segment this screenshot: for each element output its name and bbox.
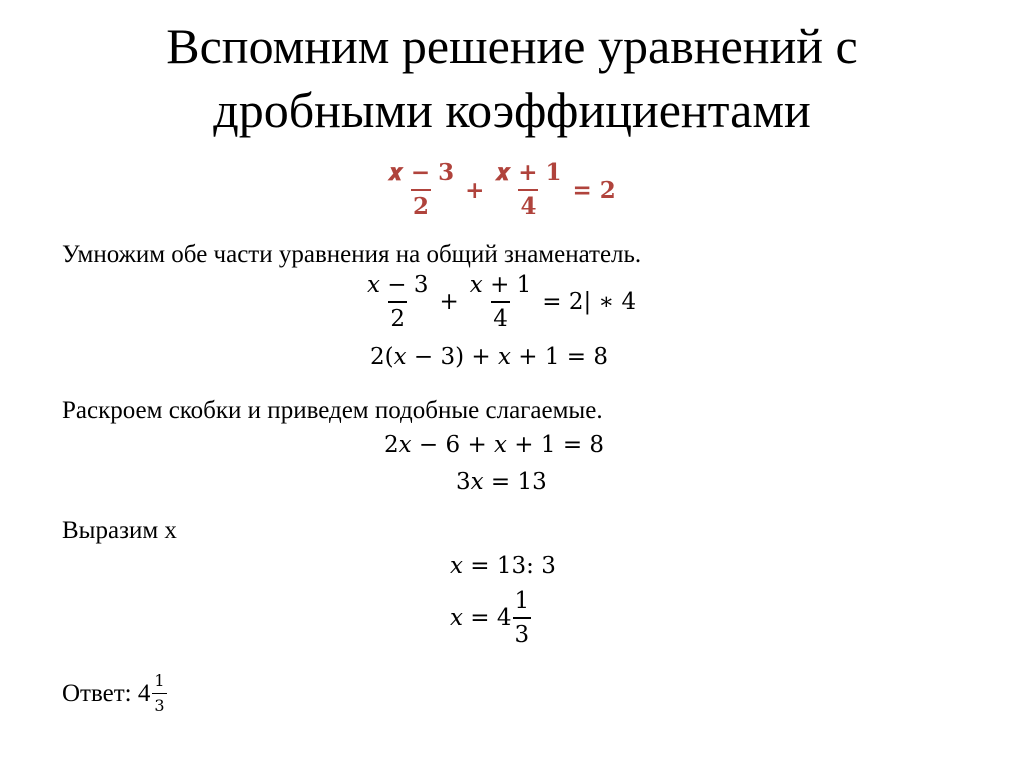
eq2-fraction-1-num: 𝑥 − 3: [367, 272, 429, 298]
main-fraction-1-var: 𝒙: [388, 159, 403, 186]
main-fraction-2-var: 𝒙: [495, 159, 511, 186]
eq7-fraction: [513, 588, 532, 648]
equation-3: 2(𝑥 − 3) + 𝑥 + 1 = 8: [370, 344, 608, 370]
slide-title-line-2: дробными коэффициентами: [213, 82, 811, 138]
answer-fraction: [152, 672, 166, 715]
slide-title: [0, 14, 1024, 142]
equation-4: 2𝑥 − 6 + 𝑥 + 1 = 8: [384, 432, 605, 458]
eq2-fraction-1: [365, 272, 431, 332]
equation-2: [362, 272, 642, 332]
main-fraction-2: [493, 160, 563, 220]
main-fraction-1-num: − 3: [410, 159, 455, 186]
answer-fraction-den: 3: [152, 693, 166, 715]
step-3-text: Выразим x: [62, 517, 177, 544]
main-plus-sign: +: [465, 176, 485, 204]
eq2-fraction-2: [468, 272, 534, 332]
main-equation: [383, 160, 622, 220]
eq7-fraction-den: 3: [513, 617, 532, 648]
answer: [62, 672, 170, 715]
main-rhs: = 2: [572, 176, 616, 204]
main-fraction-2-den: 4: [518, 189, 538, 220]
slide-title-line-1: Вспомним решение уравнений с: [166, 18, 858, 74]
answer-fraction-num: 1: [154, 671, 165, 690]
eq2-plus-sign: +: [439, 289, 459, 315]
main-fraction-2-num: + 1: [518, 159, 562, 186]
answer-label: Ответ: 4: [62, 679, 151, 707]
eq7-fraction-num: 1: [514, 588, 530, 614]
eq7-lhs: 𝑥 = 4: [450, 605, 512, 631]
eq2-fraction-2-num: 𝑥 + 1: [469, 272, 532, 298]
eq2-rhs: = 2| ∗ 4: [542, 289, 637, 315]
step-2-text: Раскроем скобки и приведем подобные слагаемые.: [62, 397, 603, 424]
equation-6: 𝑥 = 13: 3: [450, 553, 556, 579]
equation-5: 3𝑥 = 13: [456, 469, 547, 495]
equation-7: [450, 588, 534, 648]
step-1-text: Умножим обе части уравнения на общий знаменатель.: [62, 241, 642, 268]
main-fraction-1: [386, 160, 456, 220]
main-fraction-1-den: 2: [411, 189, 431, 220]
eq2-fraction-2-den: 4: [491, 301, 510, 332]
eq2-fraction-1-den: 2: [388, 301, 407, 332]
